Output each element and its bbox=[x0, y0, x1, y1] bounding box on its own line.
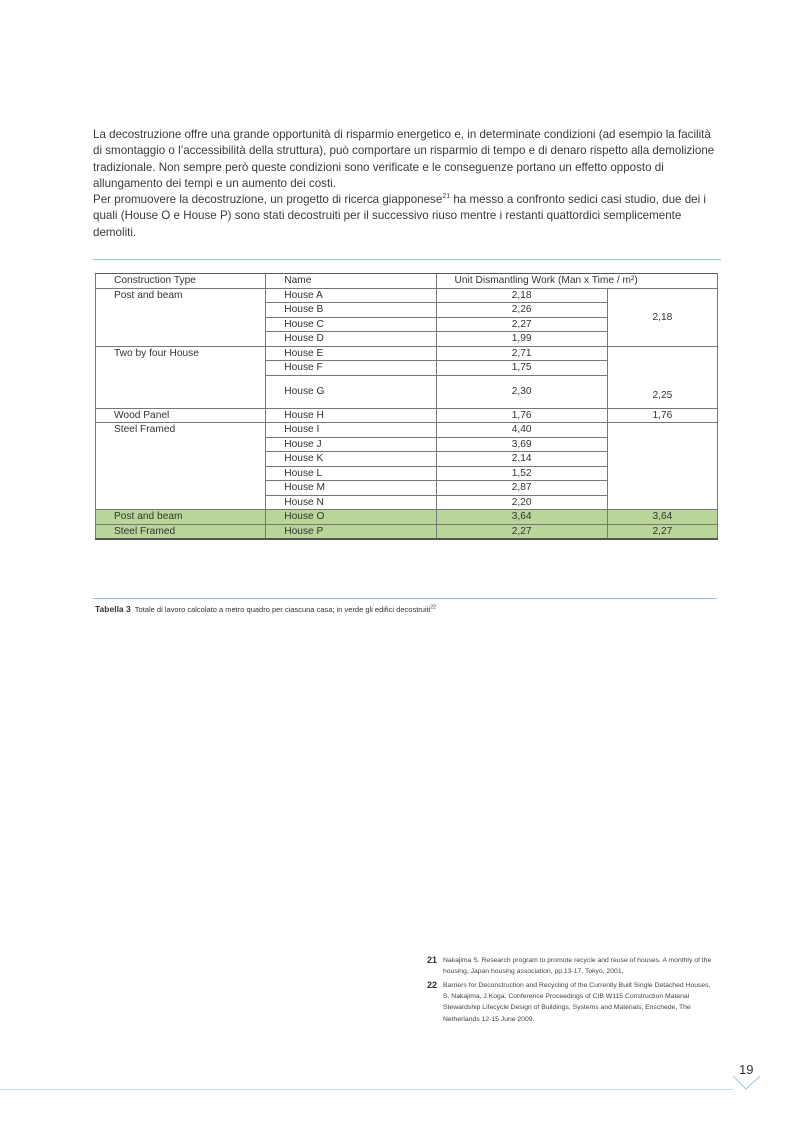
footnote-number: 22 bbox=[427, 980, 438, 990]
row-value: 3,64 bbox=[436, 510, 607, 525]
footnote-22 bbox=[427, 980, 717, 1025]
table-row-deconstructed bbox=[96, 524, 718, 539]
row-type: Steel Framed bbox=[96, 524, 266, 539]
row-name: House P bbox=[266, 524, 436, 539]
intro-paragraph-1: La decostruzione offre una grande opportunità di risparmio energetico e, in determinate condizioni (ad esempio la facilità di smontaggio o l’accessibilità della struttura), può comportare un risparmio di tempo e di denaro rispetto alla demolizione tradizionale. Non sempre però queste condizioni sono verificate e le conseguenze portano un effetto opposto di allungamento dei tempi e un aumento dei costi. bbox=[93, 128, 715, 190]
avg-two-by-four: 2,25 bbox=[607, 346, 717, 408]
group-steel-framed: Steel Framed bbox=[96, 423, 266, 510]
group-post-and-beam: Post and beam bbox=[96, 288, 266, 346]
row-name: House C bbox=[266, 317, 436, 332]
row-name: House M bbox=[266, 481, 436, 496]
intro-paragraph-2a: Per promuovere la decostruzione, un progetto di ricerca giapponese bbox=[93, 193, 443, 207]
caption-label: Tabella 3 bbox=[95, 604, 131, 614]
row-value: 4,40 bbox=[436, 423, 607, 438]
table-row bbox=[96, 408, 718, 423]
page-corner-chevron-icon bbox=[0, 1070, 794, 1100]
footnote-text: Nakajima S. Research program to promote recycle and reuse of houses. A monthly of the housing, Japan housing association, pp.13-17, Tokyo, 2001. bbox=[443, 957, 712, 976]
row-value: 2,14 bbox=[436, 452, 607, 467]
footnote-21 bbox=[427, 955, 717, 977]
row-avg: 2,27 bbox=[607, 524, 717, 539]
header-name: Name bbox=[266, 274, 436, 289]
group-wood-panel: Wood Panel bbox=[96, 408, 266, 423]
table-row bbox=[96, 423, 718, 438]
row-value: 2,27 bbox=[436, 524, 607, 539]
table-row bbox=[96, 288, 718, 303]
row-value: 1,75 bbox=[436, 361, 607, 376]
row-value: 2,87 bbox=[436, 481, 607, 496]
caption-footnote-ref: 22 bbox=[430, 604, 436, 611]
table-row-deconstructed bbox=[96, 510, 718, 525]
row-value: 1,99 bbox=[436, 332, 607, 347]
row-value: 2,20 bbox=[436, 495, 607, 510]
row-name: House A bbox=[266, 288, 436, 303]
caption-text: Totale di lavoro calcolato a metro quadro per ciascuna casa; in verde gli edifici decostruiti bbox=[134, 605, 431, 614]
header-construction-type: Construction Type bbox=[96, 274, 266, 289]
page-number: 19 bbox=[739, 1062, 754, 1077]
row-name: House N bbox=[266, 495, 436, 510]
row-value: 2,30 bbox=[436, 375, 607, 408]
table-header-row bbox=[96, 274, 718, 289]
table-caption bbox=[95, 604, 436, 614]
row-name: House F bbox=[266, 361, 436, 376]
row-name: House I bbox=[266, 423, 436, 438]
avg-post-and-beam: 2,18 bbox=[607, 288, 717, 346]
caption-divider bbox=[93, 598, 717, 599]
footnote-text: Barriers for Deconstruction and Recycling of the Currently Built Single Detached Houses, S. Nakajima, J.Koga, Conference Proceedings of CIB W115 Construction Material Stewardship Lifecycle Design of Buildings, Systems and Materials, Enschede, The Netherlands 12-15 June 2009. bbox=[443, 982, 711, 1023]
chevron-down-icon bbox=[733, 1076, 760, 1089]
row-name: House L bbox=[266, 466, 436, 481]
intro-paragraph-2 bbox=[93, 192, 723, 241]
row-value: 1,52 bbox=[436, 466, 607, 481]
top-divider bbox=[93, 259, 721, 260]
avg-steel-framed-empty bbox=[607, 423, 717, 510]
intro-text bbox=[93, 127, 723, 241]
row-value: 2,18 bbox=[436, 288, 607, 303]
group-two-by-four: Two by four House bbox=[96, 346, 266, 408]
table-row bbox=[96, 346, 718, 361]
row-name: House J bbox=[266, 437, 436, 452]
header-unit-work: Unit Dismantling Work (Man x Time / m²) bbox=[436, 274, 717, 289]
row-name: House D bbox=[266, 332, 436, 347]
row-value: 2,27 bbox=[436, 317, 607, 332]
row-type: Post and beam bbox=[96, 510, 266, 525]
row-name: House K bbox=[266, 452, 436, 467]
footnote-number: 21 bbox=[427, 955, 438, 965]
footnote-ref-21: 21 bbox=[442, 193, 451, 201]
row-value: 3,69 bbox=[436, 437, 607, 452]
row-value: 2,26 bbox=[436, 303, 607, 318]
row-name: House E bbox=[266, 346, 436, 361]
row-value: 1,76 bbox=[436, 408, 607, 423]
row-name: House B bbox=[266, 303, 436, 318]
dismantling-table bbox=[95, 273, 718, 540]
row-name: House H bbox=[266, 408, 436, 423]
avg-wood-panel: 1,76 bbox=[607, 408, 717, 423]
row-avg: 3,64 bbox=[607, 510, 717, 525]
row-name: House O bbox=[266, 510, 436, 525]
intro-paragraph-2b: ha messo a confronto sedici casi studio, due dei i quali (House O e House P) sono stati decostruiti per il successivo riuso mentre i restanti quattordici semplicemente demoliti. bbox=[93, 193, 706, 239]
row-value: 2,71 bbox=[436, 346, 607, 361]
row-name: House G bbox=[266, 375, 436, 408]
